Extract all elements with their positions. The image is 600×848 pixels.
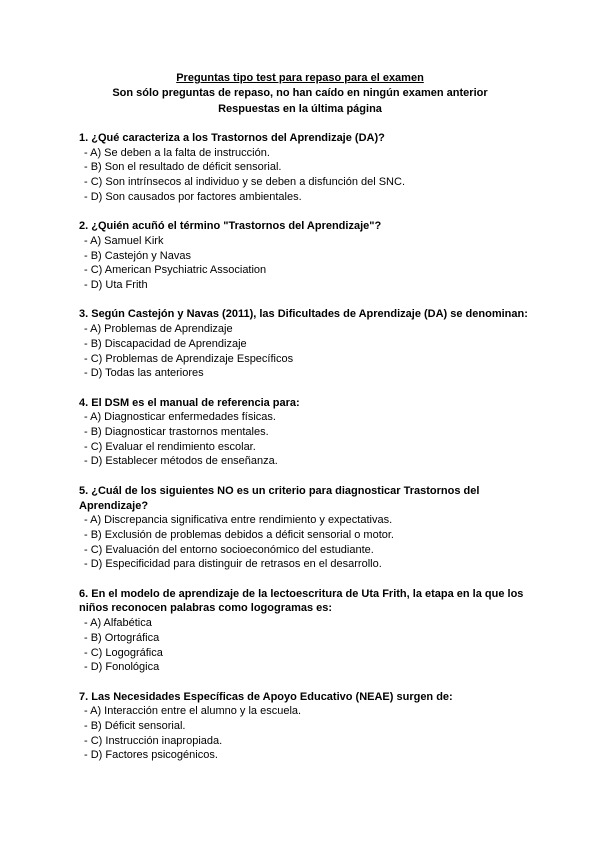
question-text: 2. ¿Quién acuñó el término "Trastornos del Aprendizaje"? xyxy=(79,220,382,233)
document-title: Preguntas tipo test para repaso para el examen xyxy=(176,72,424,84)
answer-option: - A) Alfabética xyxy=(84,617,152,630)
answer-option: - B) Exclusión de problemas debidos a déficit sensorial o motor. xyxy=(84,528,394,541)
answer-option: - A) Interacción entre el alumno y la escuela. xyxy=(84,705,302,718)
question-1 xyxy=(79,131,529,205)
question-text: 5. ¿Cuál de los siguientes NO es un criterio para diagnosticar Trastornos del Aprendizaje? xyxy=(79,484,480,512)
document-header xyxy=(0,71,600,117)
question-3 xyxy=(79,307,529,381)
question-text: 4. El DSM es el manual de referencia para: xyxy=(79,396,300,409)
question-text: 3. Según Castejón y Navas (2011), las Dificultades de Aprendizaje (DA) se denominan: xyxy=(79,308,528,321)
question-2 xyxy=(79,219,529,293)
question-4 xyxy=(79,396,529,470)
question-text: 6. En el modelo de aprendizaje de la lectoescritura de Uta Frith, la etapa en la que los niños reconocen palabras como logogramas es: xyxy=(79,587,524,615)
answer-option: - D) Son causados por factores ambientales. xyxy=(84,190,302,203)
answer-option: - C) Son intrínsecos al individuo y se deben a disfunción del SNC. xyxy=(84,176,406,189)
answer-option: - B) Diagnosticar trastornos mentales. xyxy=(84,426,269,439)
answer-option: - A) Discrepancia significativa entre rendimiento y expectativas. xyxy=(84,514,393,527)
answer-option: - D) Todas las anteriores xyxy=(84,367,204,380)
answer-option: - B) Discapacidad de Aprendizaje xyxy=(84,337,247,350)
question-5 xyxy=(79,484,529,572)
answer-option: - D) Uta Frith xyxy=(84,279,148,292)
answer-option: - D) Fonológica xyxy=(84,661,160,674)
question-7 xyxy=(79,690,529,764)
answer-option: - B) Castejón y Navas xyxy=(84,249,191,262)
answer-option: - A) Se deben a la falta de instrucción. xyxy=(84,146,270,159)
question-6 xyxy=(79,587,529,675)
answer-option: - A) Samuel Kirk xyxy=(84,234,164,247)
answer-option: - B) Son el resultado de déficit sensorial. xyxy=(84,161,282,174)
answer-option: - C) American Psychiatric Association xyxy=(84,264,267,277)
answer-option: - C) Instrucción inapropiada. xyxy=(84,734,223,747)
answer-option: - B) Déficit sensorial. xyxy=(84,720,186,733)
document-subtitle: Son sólo preguntas de repaso, no han caído en ningún examen anterior xyxy=(112,87,488,100)
answer-option: - A) Diagnosticar enfermedades físicas. xyxy=(84,411,276,424)
answer-option: - D) Factores psicogénicos. xyxy=(84,749,218,762)
question-text: 7. Las Necesidades Específicas de Apoyo Educativo (NEAE) surgen de: xyxy=(79,690,453,703)
answer-option: - C) Logográfica xyxy=(84,646,163,659)
answer-option: - C) Evaluación del entorno socioeconómico del estudiante. xyxy=(84,543,374,556)
answers-note: Respuestas en la última página xyxy=(218,102,382,115)
answer-option: - D) Establecer métodos de enseñanza. xyxy=(84,455,278,468)
answer-option: - C) Problemas de Aprendizaje Específicos xyxy=(84,352,294,365)
answer-option: - C) Evaluar el rendimiento escolar. xyxy=(84,440,256,453)
question-text: 1. ¿Qué caracteriza a los Trastornos del Aprendizaje (DA)? xyxy=(79,132,385,144)
question-list xyxy=(79,131,529,778)
answer-option: - B) Ortográfica xyxy=(84,631,160,644)
answer-option: - D) Especificidad para distinguir de retrasos en el desarrollo. xyxy=(84,558,382,571)
answer-option: - A) Problemas de Aprendizaje xyxy=(84,323,233,336)
